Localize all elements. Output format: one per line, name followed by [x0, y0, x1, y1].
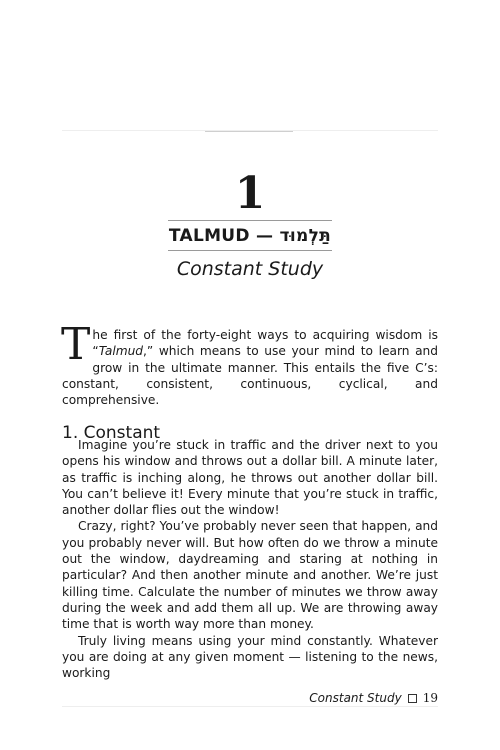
page-footer — [309, 690, 438, 706]
section-paragraph-1: Imagine you’re stuck in traffic and the driver next to you opens his window and throws out a dollar bill. A minute later, as traffic is inching along, he throws out another dollar bill. You can’t believe it! Every minute that you’re stuck in traffic, another dollar flies out the window! — [62, 438, 438, 518]
title-rule-top — [168, 220, 332, 221]
section-paragraph-2: Crazy, right? You’ve probably never seen that happen, and you probably never will. But how often do we throw a minute out the window, daydreaming and staring at nothing in particular? And then another minute and another. We’re just killing time. Calculate the number of minutes we throw away during the week and add them all up. We are throwing away time that is worth way more than money. — [62, 519, 438, 632]
chapter-title: TALMUD — תַּלְמוּד — [168, 226, 332, 246]
footer-rule — [62, 706, 438, 707]
top-rule-accent — [205, 131, 293, 132]
section-paragraph-3: Truly living means using your mind constantly. Whatever you are doing at any given moment — listening to the news, working — [62, 633, 438, 681]
square-ornament-icon — [408, 694, 417, 703]
section-body — [62, 437, 438, 681]
intro-paragraph — [61, 319, 438, 408]
title-rule-bottom — [168, 250, 332, 251]
intro-text-after: ,” which means to use your mind to learn and grow in the ultimate manner. This entails the five C’s: constant, consistent, continuous, cyclical, and comprehensive. — [62, 344, 438, 408]
drop-cap: T — [61, 319, 91, 370]
intro-italic-word: Talmud — [98, 344, 144, 359]
chapter-subtitle: Constant Study — [176, 258, 324, 280]
section-heading: 1. Constant — [62, 423, 161, 444]
running-head: Constant Study — [309, 691, 402, 705]
page-number: 19 — [422, 691, 438, 705]
intro-text: he first of the forty-eight ways to acquiring wisdom is “ — [92, 328, 438, 359]
chapter-number: 1 — [234, 168, 266, 219]
